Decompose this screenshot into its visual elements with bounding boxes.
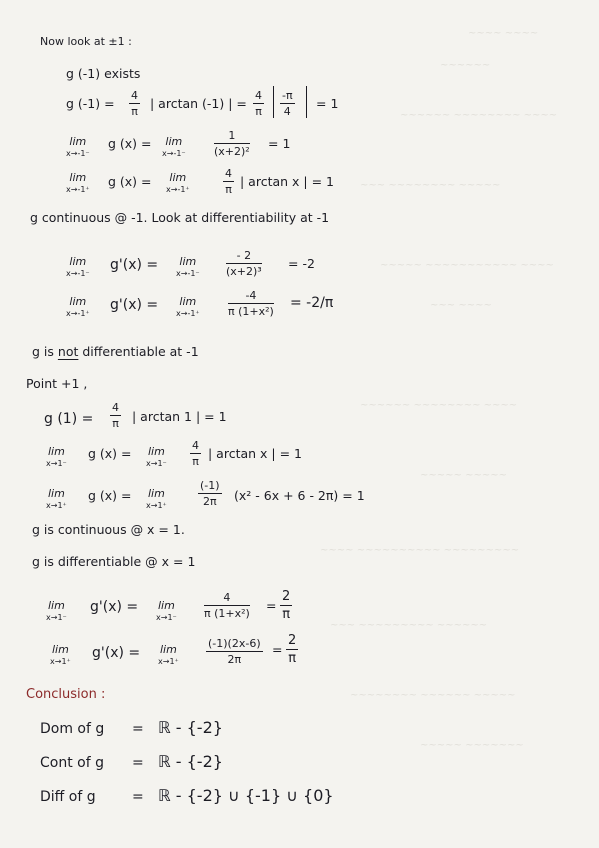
denominator: 4: [283, 105, 291, 118]
limit-operator: [66, 136, 90, 158]
continuous-minus-one: g continuous @ -1. Look at differentiability at -1: [30, 210, 330, 225]
fraction: [214, 130, 250, 157]
denominator: (x+2)²: [214, 145, 250, 158]
limit-operator: [166, 172, 190, 194]
row-value: ℝ - {-2}: [158, 752, 223, 771]
tail: | arctan 1 | = 1: [132, 409, 227, 424]
denominator: π: [112, 417, 119, 430]
equals: =: [266, 598, 277, 613]
fraction: [280, 590, 292, 621]
g-minus-one-exists: g (-1) exists: [66, 66, 141, 81]
denominator: π: [255, 105, 262, 118]
limit-operator: [176, 296, 200, 318]
not-differentiable-statement: [32, 346, 199, 359]
numerator: 4: [255, 89, 262, 102]
result: = -2: [288, 256, 315, 271]
numerator: 4: [192, 439, 199, 452]
underlined-not: not: [57, 344, 79, 359]
lim-word: lim: [169, 171, 187, 184]
numerator: (-1): [200, 479, 220, 492]
fraction: [228, 290, 274, 317]
row-equals: =: [132, 789, 144, 805]
expr: g'(x) =: [110, 297, 159, 313]
abs-bar-right: [306, 86, 307, 118]
limit-operator: [156, 600, 177, 622]
fraction: [110, 402, 121, 429]
lim-word: lim: [147, 445, 165, 458]
lim-word: lim: [47, 599, 65, 612]
fraction: [253, 90, 264, 117]
expr: g'(x) =: [90, 599, 139, 615]
lim-sub: x→1⁺: [146, 501, 167, 510]
limit-operator: [66, 172, 90, 194]
numerator: - 2: [236, 249, 252, 262]
lim-sub: x→-1⁺: [66, 309, 90, 318]
lim-sub: x→1⁻: [146, 459, 167, 468]
lim-word: lim: [47, 445, 65, 458]
lim-sub: x→-1⁻: [176, 269, 200, 278]
row-label: Diff of g: [40, 789, 96, 805]
denominator: π: [131, 105, 138, 118]
result: = -2/π: [290, 295, 334, 311]
row-equals: =: [132, 721, 144, 737]
lim-word: lim: [157, 599, 175, 612]
lim-sub: x→-1⁺: [176, 309, 200, 318]
lim-word: lim: [69, 135, 87, 148]
lhs: g (1) =: [44, 411, 94, 427]
row-value: ℝ - {-2}: [158, 718, 223, 737]
lhs: g (-1) =: [66, 96, 115, 111]
denominator: π: [225, 183, 232, 196]
conclusion-heading: Conclusion :: [26, 687, 106, 702]
lim-word: lim: [69, 255, 87, 268]
tail: | arctan x | = 1: [240, 174, 334, 189]
lim-word: lim: [159, 643, 177, 656]
expr: g (x) =: [108, 174, 152, 189]
limit-operator: [66, 296, 90, 318]
expr: g'(x) =: [92, 645, 141, 661]
denominator: π: [288, 651, 297, 666]
numerator: 4: [131, 89, 138, 102]
limit-operator: [176, 256, 200, 278]
denominator: π (1+x²): [204, 607, 250, 620]
row-equals: =: [132, 755, 144, 771]
text: g is: [32, 344, 54, 359]
lim-word: lim: [69, 295, 87, 308]
limit-operator: [146, 488, 167, 510]
fraction: [286, 634, 298, 665]
lim-word: lim: [69, 171, 87, 184]
result: = 1: [268, 136, 291, 151]
tail: | arctan x | = 1: [208, 446, 302, 461]
numerator: 2: [282, 589, 291, 604]
numerator: 4: [112, 401, 119, 414]
lim-sub: x→-1⁺: [66, 185, 90, 194]
tail: (x² - 6x + 6 - 2π) = 1: [234, 488, 365, 503]
expr: g (x) =: [108, 136, 152, 151]
expr: g'(x) =: [110, 257, 159, 273]
lim-sub: x→-1⁻: [66, 149, 90, 158]
numerator: (-1)(2x-6): [208, 637, 261, 650]
equals: =: [272, 642, 283, 657]
lim-sub: x→1⁺: [158, 657, 179, 666]
expr: g (x) =: [88, 488, 132, 503]
fraction: [198, 480, 222, 507]
differentiable-plus-one: g is differentiable @ x = 1: [32, 554, 196, 569]
lim-word: lim: [51, 643, 69, 656]
fraction: [280, 90, 295, 117]
result: = 1: [316, 96, 339, 111]
text: differentiable at -1: [82, 344, 199, 359]
lim-sub: x→-1⁻: [66, 269, 90, 278]
row-value: ℝ - {-2} ∪ {-1} ∪ {0}: [158, 786, 334, 805]
limit-operator: [46, 600, 67, 622]
section-heading-now: Now look at ±1 :: [40, 35, 132, 48]
lim-sub: x→1⁺: [46, 501, 67, 510]
fraction: [226, 250, 262, 277]
fraction: [204, 592, 250, 619]
row-label: Dom of g: [40, 721, 105, 737]
numerator: -π: [282, 89, 293, 102]
limit-operator: [66, 256, 90, 278]
limit-operator: [46, 446, 67, 468]
denominator: π: [192, 455, 199, 468]
lim-sub: x→-1⁺: [166, 185, 190, 194]
fraction: [129, 90, 140, 117]
row-label: Cont of g: [40, 755, 104, 771]
lim-sub: x→-1⁻: [162, 149, 186, 158]
lim-sub: x→1⁻: [46, 613, 67, 622]
fraction: [206, 638, 263, 665]
numerator: 4: [223, 591, 231, 604]
lim-word: lim: [179, 295, 197, 308]
numerator: 4: [225, 167, 232, 180]
denominator: 2π: [227, 653, 242, 666]
fraction: [223, 168, 234, 195]
numerator: 2: [288, 633, 297, 648]
point-plus-one-heading: Point +1 ,: [26, 376, 88, 391]
lim-word: lim: [147, 487, 165, 500]
arctan-term: | arctan (-1) | =: [150, 96, 247, 111]
numerator: 1: [228, 129, 236, 142]
lim-sub: x→1⁻: [46, 459, 67, 468]
lim-sub: x→1⁺: [50, 657, 71, 666]
denominator: (x+2)³: [226, 265, 262, 278]
limit-operator: [158, 644, 179, 666]
expr: g (x) =: [88, 446, 132, 461]
lim-word: lim: [179, 255, 197, 268]
continuous-plus-one: g is continuous @ x = 1.: [32, 522, 185, 537]
notebook-page: ~~~~ ~~~~ ~~~~~~ ~~~~~~ ~~~~~~~~ ~~~~ ~~~ ~~~~~~~~ ~~~~~ ~~~~~ ~~~~~~~~~~~ ~~~~ ~~~ ~~~~ ~~~~~~ ~~~~~~~~ ~~~~ ~~~~~ ~~~~~ ~~~~ ~~~~~~~~~~ ~~~~~~~~~ ~~~ ~~~~~~~~~ ~~~~~~ ~~~~~~~~ ~~~~~~ ~~~~~ ~~~~~ ~~~~~~~ Now look at ±1 : g (-1) exists g (-1) = 4 π | arctan (-1) | = 4 π -π 4 = 1 lim x→-1⁻ g (x) = lim x→-1⁻ 1 (x+2)² = 1 lim x→-1⁺ g (x) = lim x→-1⁺ 4 π | arctan x | = 1 g continuous @ -1. Look at differentiability at -1 lim x→-1⁻ g'(x) = lim x→-1⁻ - 2 (x+2)³ = -2 lim x→-1⁺ g'(x) = lim x→-1⁺ -4 π (1+x²) = -2/π g is not differentiable at -1 Point +1 , g (1) = 4 π | arctan 1 | = 1 lim x→1⁻ g (x) = lim x→1⁻ 4 π | arctan x | = 1 lim x→1⁺ g (x) = lim x→1⁺ (-1) 2π (x² - 6x + 6 - 2π) = 1 g is continuous @ x = 1. g is differentiable @ x = 1 lim x→1⁻ g'(x) = lim x→1⁻ 4 π (1+x²) = 2 π lim x→1⁺ g'(x) = lim x→1⁺ (-1)(2x-6) 2π = 2 π Conclusion : Dom of g = ℝ - {-2} Cont of g = ℝ - {-2} Diff of g = ℝ - {-2} ∪ {-1} ∪ {0}: [26, 28, 558, 805]
limit-operator: [46, 488, 67, 510]
denominator: π: [282, 607, 291, 622]
fraction: [190, 440, 201, 467]
limit-operator: [146, 446, 167, 468]
abs-bar-left: [273, 86, 274, 118]
denominator: π (1+x²): [228, 305, 274, 318]
denominator: 2π: [202, 495, 217, 508]
numerator: -4: [245, 289, 257, 302]
lim-word: lim: [47, 487, 65, 500]
limit-operator: [50, 644, 71, 666]
limit-operator: [162, 136, 186, 158]
lim-sub: x→1⁻: [156, 613, 177, 622]
lim-word: lim: [165, 135, 183, 148]
